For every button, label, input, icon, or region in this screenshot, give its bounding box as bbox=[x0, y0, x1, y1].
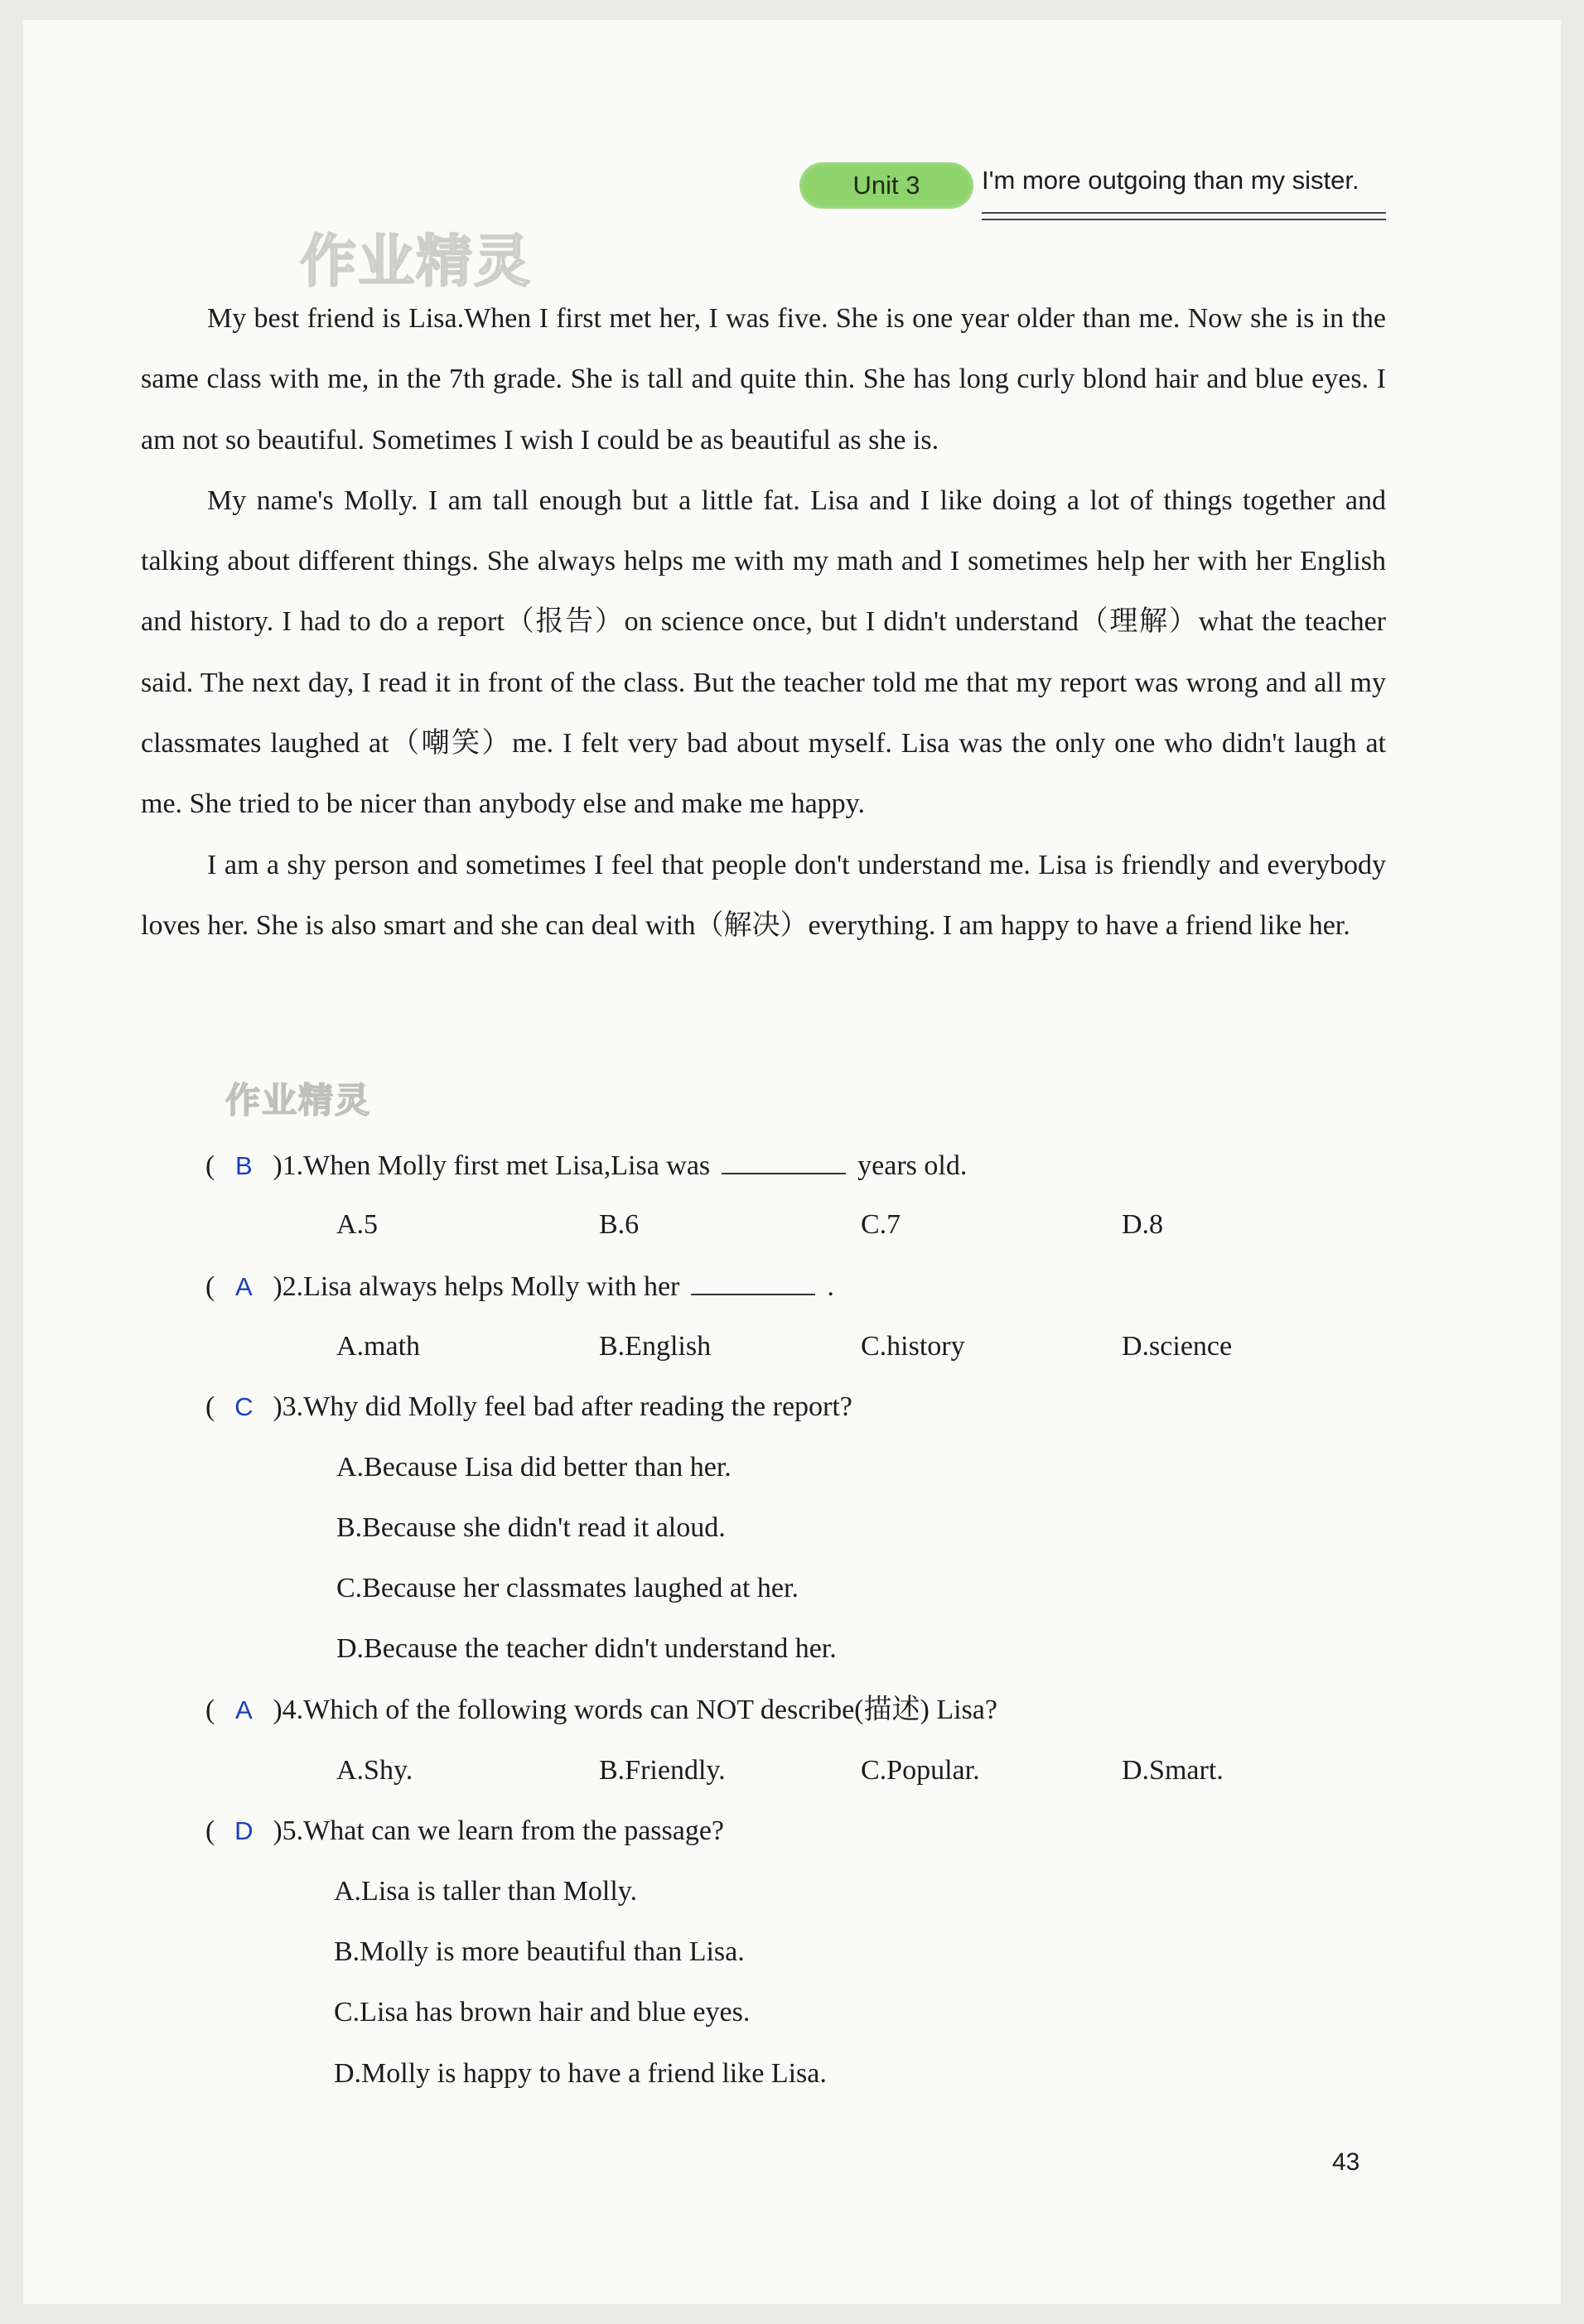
option-d: D.Molly is happy to have a friend like Lisa. bbox=[334, 2058, 827, 2089]
answer-paren: ( bbox=[205, 1695, 215, 1725]
passage-paragraph-2: My name's Molly. I am tall enough but a little fat. Lisa and I like doing a lot of things together and talking about different things. She always helps me with my math and I sometimes help her with her English and history. I had to do a report（报告）on science once, but I didn't understand（理解）what the teacher said. The next day, I read it in front of the class. But the teacher told me that my report was wrong and all my classmates laughed at（嘲笑）me. I felt very bad about myself. Lisa was the only one who didn't laugh at me. She tried to be nicer than anybody else and make me happy. bbox=[141, 485, 1386, 820]
question-stem: 3.Why did Molly feel bad after reading the report? bbox=[282, 1391, 852, 1422]
answer-paren-close: ) bbox=[273, 1391, 283, 1422]
page-number: 43 bbox=[1332, 2148, 1360, 2176]
answer-paren-close: ) bbox=[273, 1150, 283, 1181]
answer-mark: A bbox=[234, 1272, 253, 1301]
unit-title: I'm more outgoing than my sister. bbox=[982, 166, 1359, 195]
watermark-logo: 作业精灵 bbox=[300, 229, 533, 295]
answer-mark: D bbox=[234, 1816, 254, 1845]
option-b: B.Friendly. bbox=[599, 1755, 726, 1786]
question-stem-end: years old. bbox=[857, 1150, 968, 1181]
question-4 bbox=[205, 1694, 997, 1727]
option-a: A.Shy. bbox=[336, 1755, 413, 1786]
question-stem-end: . bbox=[827, 1271, 834, 1302]
answer-blank bbox=[691, 1269, 815, 1295]
answer-paren-close: ) bbox=[273, 1815, 283, 1846]
option-b: B.English bbox=[599, 1331, 712, 1362]
passage-paragraph-3: I am a shy person and sometimes I feel that people don't understand me. Lisa is friendly and everybody loves her. She is also smart and she can deal with（解决）everything. I am happy to have a friend like her. bbox=[141, 849, 1386, 941]
option-a: A.5 bbox=[336, 1209, 379, 1240]
option-c: C.Lisa has brown hair and blue eyes. bbox=[334, 1997, 751, 2027]
question-3 bbox=[205, 1391, 852, 1424]
answer-paren: ( bbox=[205, 1150, 215, 1181]
question-stem: 2.Lisa always helps Molly with her bbox=[282, 1271, 680, 1302]
option-c: C.Because her classmates laughed at her. bbox=[336, 1573, 799, 1603]
answer-mark: A bbox=[234, 1695, 253, 1724]
option-a: A.Lisa is taller than Molly. bbox=[334, 1876, 638, 1907]
question-5 bbox=[205, 1815, 724, 1848]
answer-paren-close: ) bbox=[273, 1271, 283, 1302]
option-d: D.Because the teacher didn't understand her. bbox=[336, 1633, 837, 1664]
answer-blank bbox=[722, 1148, 846, 1174]
option-a: A.math bbox=[336, 1331, 421, 1362]
unit-badge: Unit 3 bbox=[799, 162, 973, 209]
option-b: B.Molly is more beautiful than Lisa. bbox=[334, 1936, 745, 1967]
answer-paren: ( bbox=[205, 1815, 215, 1846]
question-2 bbox=[205, 1269, 834, 1304]
answer-mark: C bbox=[234, 1392, 254, 1421]
answer-paren-close: ) bbox=[273, 1695, 283, 1725]
passage-paragraph-1: My best friend is Lisa.When I first met her, I was five. She is one year older than me. Now she is in the same class with me, in the 7th grade. She is tall and quite thin. She has long curly blond hair and blue eyes. I am not so beautiful. Sometimes I wish I could be as beautiful as she is. bbox=[141, 303, 1386, 456]
answer-paren: ( bbox=[205, 1271, 215, 1302]
option-d: D.Smart. bbox=[1122, 1755, 1224, 1786]
question-stem: 4.Which of the following words can NOT describe(描述) Lisa? bbox=[282, 1695, 997, 1725]
option-c: C.Popular. bbox=[861, 1755, 980, 1786]
question-stem: 5.What can we learn from the passage? bbox=[282, 1815, 725, 1846]
question-stem: 1.When Molly first met Lisa,Lisa was bbox=[282, 1150, 711, 1181]
answer-paren: ( bbox=[205, 1391, 215, 1422]
option-d: D.8 bbox=[1122, 1209, 1164, 1240]
question-1 bbox=[205, 1148, 967, 1183]
option-b: B.6 bbox=[599, 1209, 640, 1240]
watermark-logo-overlay: 作业精灵 bbox=[225, 1080, 372, 1121]
answer-mark: B bbox=[234, 1151, 253, 1180]
option-c: C.7 bbox=[861, 1209, 901, 1240]
reading-passage bbox=[141, 288, 1386, 956]
option-c: C.history bbox=[861, 1331, 965, 1362]
option-b: B.Because she didn't read it aloud. bbox=[336, 1512, 726, 1543]
option-d: D.science bbox=[1122, 1331, 1233, 1362]
header-double-rule bbox=[982, 212, 1386, 220]
option-a: A.Because Lisa did better than her. bbox=[336, 1452, 732, 1483]
